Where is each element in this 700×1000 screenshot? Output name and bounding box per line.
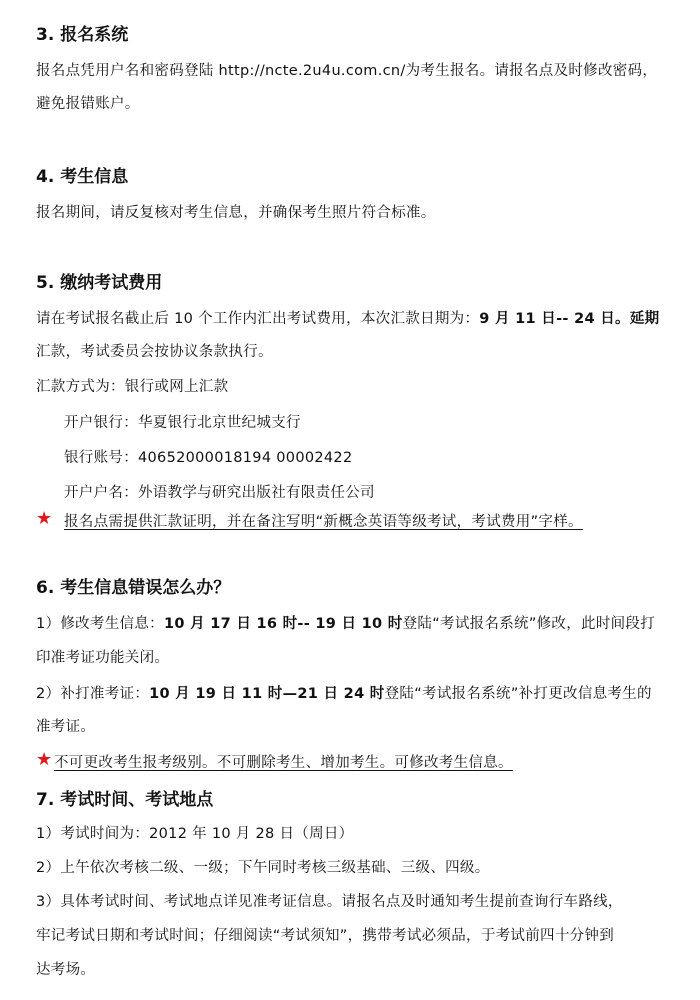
section-5-line-1 — [36, 307, 659, 328]
section-6-item-2 — [36, 682, 652, 703]
item-2-text: 登陆“考试报名系统”补打更改信息考生的 — [384, 686, 652, 702]
item-2-label: 2）补打准考证： — [36, 686, 150, 702]
section-3-line-2: 避免报错账户。 — [36, 96, 140, 112]
section-6-item-1 — [36, 612, 655, 633]
section-6-note: 不可更改考生报考级别。不可删除考生、增加考生。可修改考生信息。 — [54, 755, 513, 771]
section-5-heading: 5. 缴纳考试费用 — [36, 273, 163, 293]
remit-dates: 9 月 11 日-- 24 日。 — [479, 311, 630, 327]
section-6-item-2-line-2: 准考证。 — [36, 719, 96, 735]
section-7-item-3-line-1: 3）具体考试时间、考试地点详见准考证信息。请报名点及时通知考生提前查询行车路线， — [36, 894, 623, 910]
section-3-heading: 3. 报名系统 — [36, 25, 129, 45]
remit-delay-label: 延期 — [629, 311, 660, 327]
section-5-note: 报名点需提供汇款证明，并在备注写明“新概念英语等级考试，考试费用”字样。 — [64, 514, 583, 530]
section-6-item-1-line-2: 印准考证功能关闭。 — [36, 650, 170, 666]
section-5-line-1-text: 请在考试报名截止后 10 个工作内汇出考试费用，本次汇款日期为： — [36, 311, 480, 327]
item-1-label: 1）修改考生信息： — [36, 616, 164, 632]
item-2-time: 10 月 19 日 11 时—21 日 24 时 — [149, 686, 385, 702]
star-icon: ★ — [36, 508, 53, 529]
item-1-time: 10 月 17 日 16 时-- 19 日 10 时 — [163, 616, 403, 632]
bank-name: 开户银行：华夏银行北京世纪城支行 — [64, 415, 301, 431]
star-icon: ★ — [36, 749, 53, 770]
section-7-item-3-line-3: 达考场。 — [36, 962, 96, 978]
remit-method: 汇款方式为：银行或网上汇款 — [36, 379, 229, 395]
section-3-line-1: 报名点凭用户名和密码登陆 http://ncte.2u4u.com.cn/为考生报名。请报名点及时修改密码， — [36, 63, 658, 79]
section-5-line-2: 汇款，考试委员会按协议条款执行。 — [36, 344, 273, 360]
bank-account: 银行账号：40652000018194 00002422 — [64, 450, 353, 466]
section-7-item-3-line-2: 牢记考试日期和考试时间；仔细阅读“考试须知”，携带考试必须品，于考试前四十分钟到 — [36, 928, 615, 944]
account-holder: 开户户名：外语教学与研究出版社有限责任公司 — [64, 485, 375, 501]
section-7-heading: 7. 考试时间、考试地点 — [36, 790, 214, 810]
section-7-item-1: 1）考试时间为：2012 年 10 月 28 日（周日） — [36, 826, 354, 842]
section-6-heading: 6. 考生信息错误怎么办？ — [36, 578, 231, 598]
section-7-item-2: 2）上午依次考核二级、一级；下午同时考核三级基础、三级、四级。 — [36, 860, 490, 876]
section-4-line-1: 报名期间，请反复核对考生信息，并确保考生照片符合标准。 — [36, 205, 436, 221]
section-4-heading: 4. 考生信息 — [36, 167, 129, 187]
item-1-text: 登陆“考试报名系统”修改，此时间段打 — [402, 616, 656, 632]
